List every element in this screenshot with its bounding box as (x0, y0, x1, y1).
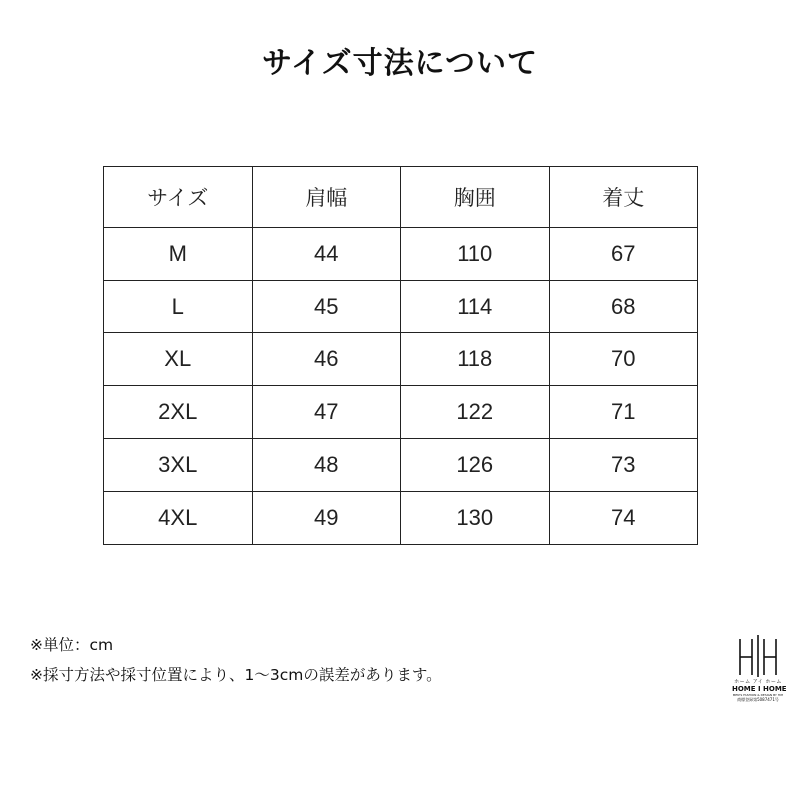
table-header-row (104, 167, 698, 228)
cell-size: L (104, 280, 253, 333)
cell-size: 4XL (104, 492, 253, 545)
cell-chest: 114 (401, 280, 550, 333)
cell-shoulder-width: 44 (252, 227, 401, 280)
size-table (103, 166, 698, 545)
cell-length: 70 (549, 333, 698, 386)
cell-size: XL (104, 333, 253, 386)
cell-chest: 110 (401, 227, 550, 280)
cell-chest: 130 (401, 492, 550, 545)
unit-note: ※単位：cm (30, 636, 114, 654)
logo-tagline: MEN'S FASHION & DESIGN BY HIH (732, 693, 784, 697)
page-title: サイズ寸法について (262, 46, 538, 81)
cell-size: 3XL (104, 439, 253, 492)
cell-chest: 118 (401, 333, 550, 386)
header-length: 着丈 (549, 167, 698, 228)
tolerance-note: ※採寸方法や採寸位置により、1～3cmの誤差があります。 (30, 666, 442, 684)
hih-monogram-icon (736, 633, 780, 679)
table-row (104, 386, 698, 439)
cell-length: 67 (549, 227, 698, 280)
table-row (104, 280, 698, 333)
header-chest: 胸囲 (401, 167, 550, 228)
cell-chest: 122 (401, 386, 550, 439)
notes (30, 630, 442, 690)
cell-shoulder-width: 45 (252, 280, 401, 333)
logo-registration: 商標登録第5087471号 (737, 697, 779, 702)
table-row (104, 439, 698, 492)
logo-kana: ホーム アイ ホーム (734, 679, 782, 685)
cell-size: M (104, 227, 253, 280)
cell-length: 68 (549, 280, 698, 333)
cell-shoulder-width: 46 (252, 333, 401, 386)
cell-length: 71 (549, 386, 698, 439)
cell-shoulder-width: 49 (252, 492, 401, 545)
table-row (104, 492, 698, 545)
logo-name: HOME I HOME (732, 685, 787, 693)
cell-shoulder-width: 48 (252, 439, 401, 492)
cell-shoulder-width: 47 (252, 386, 401, 439)
table-row (104, 333, 698, 386)
header-size: サイズ (104, 167, 253, 228)
cell-chest: 126 (401, 439, 550, 492)
header-shoulder-width: 肩幅 (252, 167, 401, 228)
table-row (104, 227, 698, 280)
cell-length: 74 (549, 492, 698, 545)
cell-length: 73 (549, 439, 698, 492)
cell-size: 2XL (104, 386, 253, 439)
brand-logo (732, 633, 787, 713)
